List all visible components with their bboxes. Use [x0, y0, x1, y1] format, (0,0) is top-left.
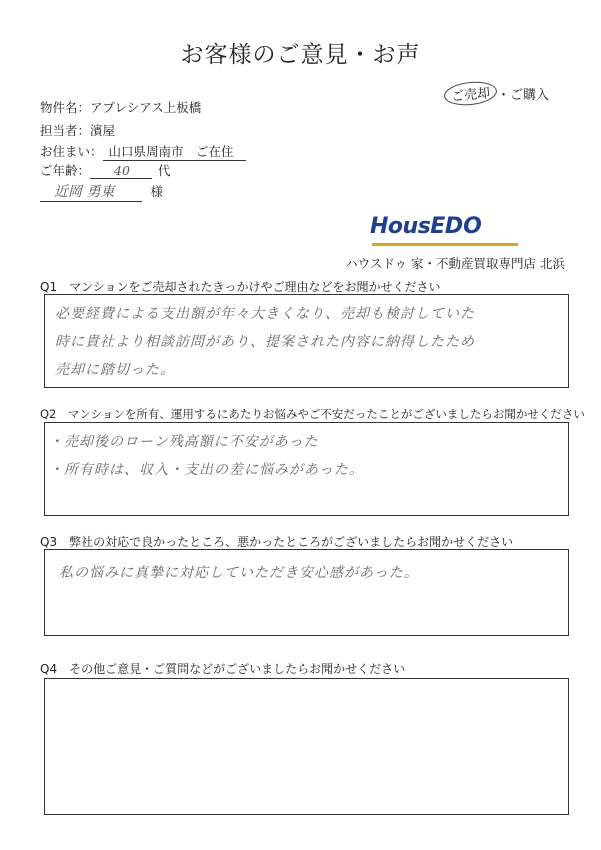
- question-4-label: Q4 その他ご意見・ご質問などがございましたらお聞かせください: [40, 662, 406, 676]
- answer-box-1: [44, 294, 569, 388]
- age-label: ご年齢：: [40, 163, 91, 178]
- logo-house-text: HousE: [370, 214, 445, 239]
- answer-1-line-2: 時に貴社より相談訪問があり、提案された内容に納得したため: [55, 334, 475, 350]
- property-value: アプレシアス上板橋: [90, 100, 202, 115]
- age-value: 40: [90, 163, 152, 179]
- address-label: お住まい：: [40, 144, 103, 159]
- answer-box-3: [44, 549, 569, 636]
- logo-underline: [372, 243, 518, 246]
- name-suffix: 様: [150, 184, 163, 199]
- address-row: [40, 142, 246, 161]
- staff-row: [40, 121, 115, 139]
- logo-do-text: DO: [444, 214, 482, 239]
- answer-3-line-1: 私の悩みに真摯に対応していただき安心感があった。: [59, 565, 419, 581]
- answer-2-line-1: ・売却後のローン残高額に不安があった: [49, 434, 319, 450]
- answer-1-line-3: 売却に踏切った。: [55, 362, 175, 378]
- housedo-logo: [370, 214, 520, 244]
- deal-type-separator: ・: [497, 88, 511, 103]
- deal-type: [444, 82, 549, 105]
- deal-type-sale-circled: ご売却: [443, 79, 498, 107]
- answer-box-4: [44, 678, 569, 815]
- staff-label: 担当者：: [40, 123, 91, 138]
- store-name: ハウスドゥ 家・不動産買取専門店 北浜: [345, 256, 565, 271]
- answer-2-line-2: ・所有時は、収入・支出の差に悩みがあった。: [49, 462, 364, 478]
- question-2-label: Q2 マンションを所有、運用するにあたりお悩みやご不安だったことがございましたらお聞かせください: [40, 407, 585, 421]
- age-row: [40, 161, 170, 179]
- answer-1-line-1: 必要経費による支出額が年々大きくなり、売却も検討していた: [55, 306, 475, 322]
- page-title: お客様のご意見・お声: [180, 42, 421, 68]
- staff-value: 濱屋: [90, 123, 116, 138]
- name-row: [40, 181, 163, 202]
- property-label: 物件名：: [40, 100, 91, 115]
- customer-name: 近岡 勇東: [40, 181, 142, 202]
- question-3-label: Q3 弊社の対応で良かったところ、悪かったところがございましたらお聞かせください: [40, 535, 514, 549]
- deal-type-purchase: ご購入: [510, 88, 550, 103]
- address-value: 山口県周南市 ご在住: [103, 142, 246, 161]
- age-suffix: 代: [157, 163, 171, 178]
- property-row: [40, 98, 201, 116]
- answer-box-2: [44, 422, 569, 516]
- question-1-label: Q1 マンションをご売却されたきっかけやご理由などをお聞かせください: [40, 280, 441, 294]
